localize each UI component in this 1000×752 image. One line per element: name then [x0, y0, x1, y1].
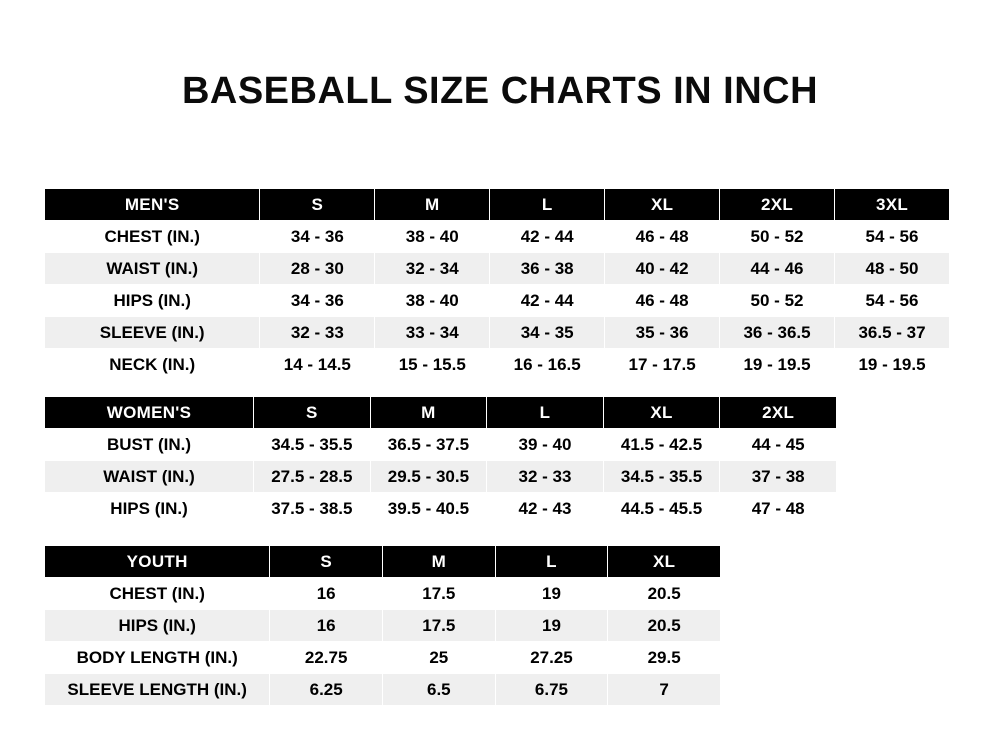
- mens-size-chart: [44, 188, 950, 381]
- cell: 32 - 34: [375, 253, 490, 285]
- cell: 15 - 15.5: [375, 349, 490, 381]
- cell: 42 - 43: [487, 493, 604, 525]
- row-label: BODY LENGTH (IN.): [45, 642, 270, 674]
- mens-chart-body: [45, 221, 950, 381]
- cell: 19: [495, 578, 608, 610]
- cell: 38 - 40: [375, 285, 490, 317]
- cell: 54 - 56: [834, 285, 949, 317]
- womens-chart-body: [45, 429, 837, 525]
- row-label: WAIST (IN.): [45, 253, 260, 285]
- youth-header-l: L: [495, 546, 608, 578]
- cell: 7: [608, 674, 721, 706]
- cell: 28 - 30: [260, 253, 375, 285]
- cell: 47 - 48: [720, 493, 837, 525]
- cell: 6.75: [495, 674, 608, 706]
- womens-chart-header: [45, 397, 837, 429]
- womens-header-l: L: [487, 397, 604, 429]
- youth-chart-body: [45, 578, 721, 706]
- cell: 34 - 36: [260, 285, 375, 317]
- table-row: [45, 285, 950, 317]
- cell: 50 - 52: [720, 285, 835, 317]
- cell: 20.5: [608, 610, 721, 642]
- cell: 25: [382, 642, 495, 674]
- row-label: WAIST (IN.): [45, 461, 254, 493]
- womens-header-2xl: 2XL: [720, 397, 837, 429]
- youth-header-s: S: [270, 546, 383, 578]
- table-header-row: [45, 546, 721, 578]
- cell: 19 - 19.5: [834, 349, 949, 381]
- row-label: HIPS (IN.): [45, 493, 254, 525]
- cell: 34.5 - 35.5: [603, 461, 720, 493]
- cell: 39 - 40: [487, 429, 604, 461]
- row-label: CHEST (IN.): [45, 221, 260, 253]
- youth-chart-header: [45, 546, 721, 578]
- mens-header-s: S: [260, 189, 375, 221]
- cell: 44.5 - 45.5: [603, 493, 720, 525]
- cell: 20.5: [608, 578, 721, 610]
- table-row: [45, 610, 721, 642]
- cell: 34 - 36: [260, 221, 375, 253]
- cell: 44 - 45: [720, 429, 837, 461]
- cell: 17 - 17.5: [605, 349, 720, 381]
- row-label: SLEEVE LENGTH (IN.): [45, 674, 270, 706]
- womens-header-xl: XL: [603, 397, 720, 429]
- cell: 17.5: [382, 610, 495, 642]
- row-label: HIPS (IN.): [45, 610, 270, 642]
- cell: 6.5: [382, 674, 495, 706]
- womens-size-chart: [44, 396, 837, 525]
- cell: 27.25: [495, 642, 608, 674]
- table-row: [45, 674, 721, 706]
- mens-chart-header: [45, 189, 950, 221]
- table-header-row: [45, 189, 950, 221]
- cell: 32 - 33: [487, 461, 604, 493]
- cell: 48 - 50: [834, 253, 949, 285]
- table-row: [45, 429, 837, 461]
- table-row: [45, 253, 950, 285]
- cell: 37 - 38: [720, 461, 837, 493]
- table-row: [45, 642, 721, 674]
- row-label: NECK (IN.): [45, 349, 260, 381]
- cell: 14 - 14.5: [260, 349, 375, 381]
- table-row: [45, 493, 837, 525]
- row-label: CHEST (IN.): [45, 578, 270, 610]
- cell: 32 - 33: [260, 317, 375, 349]
- table-row: [45, 349, 950, 381]
- cell: 36 - 38: [490, 253, 605, 285]
- mens-header-2xl: 2XL: [720, 189, 835, 221]
- mens-header-label: MEN'S: [45, 189, 260, 221]
- cell: 6.25: [270, 674, 383, 706]
- table-row: [45, 578, 721, 610]
- cell: 33 - 34: [375, 317, 490, 349]
- row-label: BUST (IN.): [45, 429, 254, 461]
- cell: 39.5 - 40.5: [370, 493, 487, 525]
- cell: 16: [270, 610, 383, 642]
- cell: 38 - 40: [375, 221, 490, 253]
- cell: 46 - 48: [605, 221, 720, 253]
- cell: 19: [495, 610, 608, 642]
- cell: 16 - 16.5: [490, 349, 605, 381]
- cell: 34.5 - 35.5: [254, 429, 371, 461]
- cell: 46 - 48: [605, 285, 720, 317]
- cell: 34 - 35: [490, 317, 605, 349]
- womens-header-s: S: [254, 397, 371, 429]
- cell: 17.5: [382, 578, 495, 610]
- mens-header-l: L: [490, 189, 605, 221]
- table-row: [45, 221, 950, 253]
- mens-header-3xl: 3XL: [834, 189, 949, 221]
- cell: 54 - 56: [834, 221, 949, 253]
- youth-size-chart: [44, 545, 721, 706]
- cell: 29.5: [608, 642, 721, 674]
- cell: 37.5 - 38.5: [254, 493, 371, 525]
- cell: 41.5 - 42.5: [603, 429, 720, 461]
- cell: 35 - 36: [605, 317, 720, 349]
- cell: 36.5 - 37: [834, 317, 949, 349]
- cell: 42 - 44: [490, 285, 605, 317]
- mens-header-xl: XL: [605, 189, 720, 221]
- cell: 50 - 52: [720, 221, 835, 253]
- table-header-row: [45, 397, 837, 429]
- cell: 44 - 46: [720, 253, 835, 285]
- row-label: SLEEVE (IN.): [45, 317, 260, 349]
- cell: 42 - 44: [490, 221, 605, 253]
- cell: 36.5 - 37.5: [370, 429, 487, 461]
- youth-header-xl: XL: [608, 546, 721, 578]
- mens-header-m: M: [375, 189, 490, 221]
- cell: 22.75: [270, 642, 383, 674]
- cell: 16: [270, 578, 383, 610]
- cell: 27.5 - 28.5: [254, 461, 371, 493]
- row-label: HIPS (IN.): [45, 285, 260, 317]
- cell: 29.5 - 30.5: [370, 461, 487, 493]
- youth-header-m: M: [382, 546, 495, 578]
- cell: 36 - 36.5: [720, 317, 835, 349]
- table-row: [45, 461, 837, 493]
- womens-header-m: M: [370, 397, 487, 429]
- cell: 19 - 19.5: [720, 349, 835, 381]
- page-title: BASEBALL SIZE CHARTS IN INCH: [181, 70, 819, 112]
- youth-header-label: YOUTH: [45, 546, 270, 578]
- cell: 40 - 42: [605, 253, 720, 285]
- table-row: [45, 317, 950, 349]
- womens-header-label: WOMEN'S: [45, 397, 254, 429]
